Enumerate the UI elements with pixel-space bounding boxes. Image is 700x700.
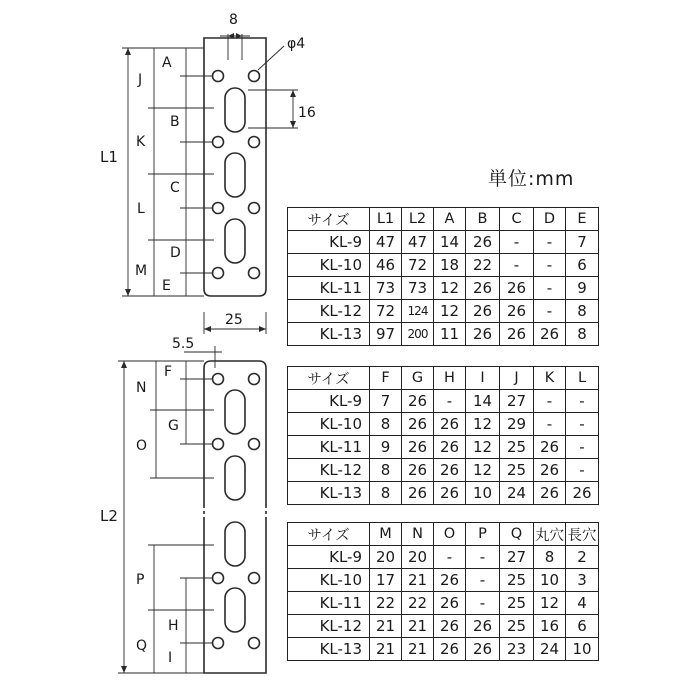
table-cell: - [534,254,566,277]
table-cell: 20 [402,546,434,569]
table-header-cell: B [466,208,500,231]
table-header-row [288,523,599,546]
table-row [288,300,599,323]
table-row [288,546,599,569]
table-header-cell: L1 [370,208,402,231]
table-header-cell: K [534,367,566,390]
table-cell: 20 [370,546,402,569]
label-k: K [136,134,146,150]
table-header-cell: A [434,208,466,231]
diameter-label: φ4 [287,36,306,52]
label-j: J [138,72,143,88]
table-header-cell: J [500,367,534,390]
table-cell: 200 [402,323,434,346]
table-cell: 21 [402,615,434,638]
table-cell: - [534,300,566,323]
label-a: A [162,55,172,71]
table-header-cell: 丸穴 [534,523,566,546]
slot-hole [225,219,245,263]
table-cell: 29 [500,413,534,436]
label-b: B [170,114,180,130]
table-header-cell: O [434,523,466,546]
table-cell: 73 [402,277,434,300]
table-cell: KL-9 [288,390,370,413]
label-e: E [162,278,171,294]
table-header-cell: N [402,523,434,546]
table-cell: 6 [566,615,599,638]
pitch-label: 8 [229,12,238,28]
table-row [288,390,599,413]
table-cell: 47 [402,231,434,254]
table-cell: 27 [500,390,534,413]
slot-hole [225,88,245,132]
table-cell: 25 [500,592,534,615]
label-q: Q [136,638,148,654]
label-m: M [135,263,148,279]
table-row [288,459,599,482]
round-hole [249,71,260,82]
table-cell: 17 [370,569,402,592]
table-row [288,436,599,459]
table-cell: 21 [402,569,434,592]
table-cell: 26 [566,482,599,505]
table-cell: 6 [566,254,599,277]
table-header-cell: 長穴 [566,523,599,546]
table-cell: 72 [402,254,434,277]
table-cell: KL-13 [288,323,370,346]
l1-label: L1 [100,148,118,166]
table-cell: 14 [466,390,500,413]
table-cell: - [534,390,566,413]
table-cell: 26 [534,482,566,505]
round-hole [213,268,224,279]
label-n: N [136,380,147,396]
table-cell: 25 [500,436,534,459]
table-row [288,569,599,592]
label-f: F [164,364,173,380]
round-hole [213,71,224,82]
round-hole [213,374,224,385]
slot-holes [225,88,245,632]
round-hole [249,374,260,385]
round-hole [249,573,260,584]
round-hole [249,268,260,279]
table-header-cell: E [566,208,599,231]
table-header-cell: F [370,367,402,390]
table-row [288,482,599,505]
round-hole [249,439,260,450]
table-cell: 10 [566,638,599,661]
l2-label: L2 [100,507,118,525]
table-cell: 26 [402,482,434,505]
table-cell: 26 [534,323,566,346]
table-cell: 73 [370,277,402,300]
table-cell: 97 [370,323,402,346]
table-cell: 25 [500,459,534,482]
label-l: L [137,201,145,217]
table-cell: KL-10 [288,254,370,277]
label-i: I [168,650,173,666]
table-row [288,231,599,254]
table-cell: KL-10 [288,413,370,436]
table-header-cell: L2 [402,208,434,231]
label-o: O [136,438,148,454]
table-cell: 8 [566,300,599,323]
round-hole [249,137,260,148]
table-cell: 8 [370,459,402,482]
table-cell: KL-11 [288,436,370,459]
table-header-cell: サイズ [288,208,370,231]
table-cell: - [534,413,566,436]
label-p: P [136,572,145,588]
table-cell: 26 [466,323,500,346]
table-cell: 26 [402,459,434,482]
table-cell: 27 [500,546,534,569]
table-row [288,277,599,300]
slot-hole [225,588,245,632]
table-cell: - [566,436,599,459]
table-cell: 26 [466,638,500,661]
table-cell: - [566,413,599,436]
table-cell: 26 [466,277,500,300]
table-cell: 3 [566,569,599,592]
table-row [288,638,599,661]
round-hole [213,203,224,214]
table-cell: 26 [500,277,534,300]
slot-hole [225,522,245,566]
table-cell: KL-10 [288,569,370,592]
table-cell: 12 [434,300,466,323]
table-cell: 26 [434,482,466,505]
table-cell: 26 [434,638,466,661]
table-cell: 26 [434,569,466,592]
table-cell: 21 [402,638,434,661]
table-cell: - [534,231,566,254]
table-cell: 10 [466,482,500,505]
slot-hole [225,153,245,197]
table-cell: 26 [434,592,466,615]
table-header-cell: I [466,367,500,390]
table-header-cell: H [434,367,466,390]
table-cell: KL-12 [288,300,370,323]
slot-hole [225,390,245,434]
table-cell: 47 [370,231,402,254]
table-cell: 21 [370,638,402,661]
table-cell: 26 [434,459,466,482]
table-cell: 26 [500,300,534,323]
table-cell: KL-11 [288,592,370,615]
table-cell: 14 [434,231,466,254]
table-cell: KL-11 [288,277,370,300]
table-cell: 11 [434,323,466,346]
table-cell: 21 [370,615,402,638]
table-cell: 26 [402,436,434,459]
table-cell: 12 [466,413,500,436]
label-g: G [168,418,179,434]
slot-hole [225,456,245,500]
table-cell: 9 [566,277,599,300]
table-cell: - [466,569,500,592]
table-cell: - [566,459,599,482]
table-cell: 7 [566,231,599,254]
table-cell: 23 [500,638,534,661]
table-cell: 72 [370,300,402,323]
table-cell: 4 [566,592,599,615]
table-cell: 26 [466,300,500,323]
table-cell: 8 [370,482,402,505]
table-cell: KL-13 [288,482,370,505]
width-label: 25 [225,312,243,328]
table-cell: 22 [402,592,434,615]
table-cell: 26 [500,323,534,346]
table-cell: 12 [466,436,500,459]
table-cell: 18 [434,254,466,277]
spec-table-2 [287,366,599,505]
spec-table-1 [287,207,599,346]
table-cell: 7 [370,390,402,413]
table-cell: 26 [534,459,566,482]
table-cell: 26 [434,615,466,638]
round-hole [249,203,260,214]
unit-label: 単位:mm [488,168,575,190]
table-cell: 124 [402,300,434,323]
label-h: H [168,618,179,634]
table-cell: - [534,277,566,300]
table-cell: - [434,390,466,413]
table-row [288,592,599,615]
table-cell: - [466,592,500,615]
table-cell: KL-9 [288,546,370,569]
table-cell: 22 [466,254,500,277]
table-cell: 12 [534,592,566,615]
round-hole [213,137,224,148]
table-cell: 16 [534,615,566,638]
table-cell: 26 [466,615,500,638]
table-cell: 24 [500,482,534,505]
table-header-row [288,367,599,390]
table-row [288,254,599,277]
round-hole [213,573,224,584]
table-cell: 46 [370,254,402,277]
table-cell: KL-13 [288,638,370,661]
table-cell: - [434,546,466,569]
table-cell: 12 [466,459,500,482]
spec-table-3 [287,522,599,661]
table-row [288,413,599,436]
table-cell: KL-12 [288,459,370,482]
table-cell: 26 [434,436,466,459]
table-row [288,615,599,638]
table-header-cell: G [402,367,434,390]
round-hole [213,638,224,649]
table-cell: - [500,231,534,254]
table-cell: 26 [402,413,434,436]
table-cell: - [566,390,599,413]
table-cell: 26 [402,390,434,413]
table-cell: 10 [534,569,566,592]
table-header-row [288,208,599,231]
round-hole [249,638,260,649]
table-header-cell: M [370,523,402,546]
table-cell: 26 [466,231,500,254]
table-cell: KL-9 [288,231,370,254]
table-cell: 8 [566,323,599,346]
table-header-cell: C [500,208,534,231]
table-header-cell: P [466,523,500,546]
table-row [288,323,599,346]
table-cell: 2 [566,546,599,569]
table-cell: 25 [500,615,534,638]
table-cell: 8 [370,413,402,436]
edge-offset-label: 5.5 [172,336,195,352]
table-cell: 12 [434,277,466,300]
label-d: D [170,245,181,261]
table-cell: 8 [534,546,566,569]
table-cell: 26 [434,413,466,436]
table-header-cell: Q [500,523,534,546]
table-cell: 22 [370,592,402,615]
table-header-cell: D [534,208,566,231]
label-c: C [170,180,180,196]
table-cell: - [500,254,534,277]
table-header-cell: L [566,367,599,390]
table-cell: 25 [500,569,534,592]
table-cell: - [466,546,500,569]
table-cell: 24 [534,638,566,661]
table-cell: 26 [534,436,566,459]
slot-length-label: 16 [298,105,316,121]
table-header-cell: サイズ [288,523,370,546]
table-header-cell: サイズ [288,367,370,390]
table-cell: 9 [370,436,402,459]
round-hole [213,439,224,450]
table-cell: KL-12 [288,615,370,638]
